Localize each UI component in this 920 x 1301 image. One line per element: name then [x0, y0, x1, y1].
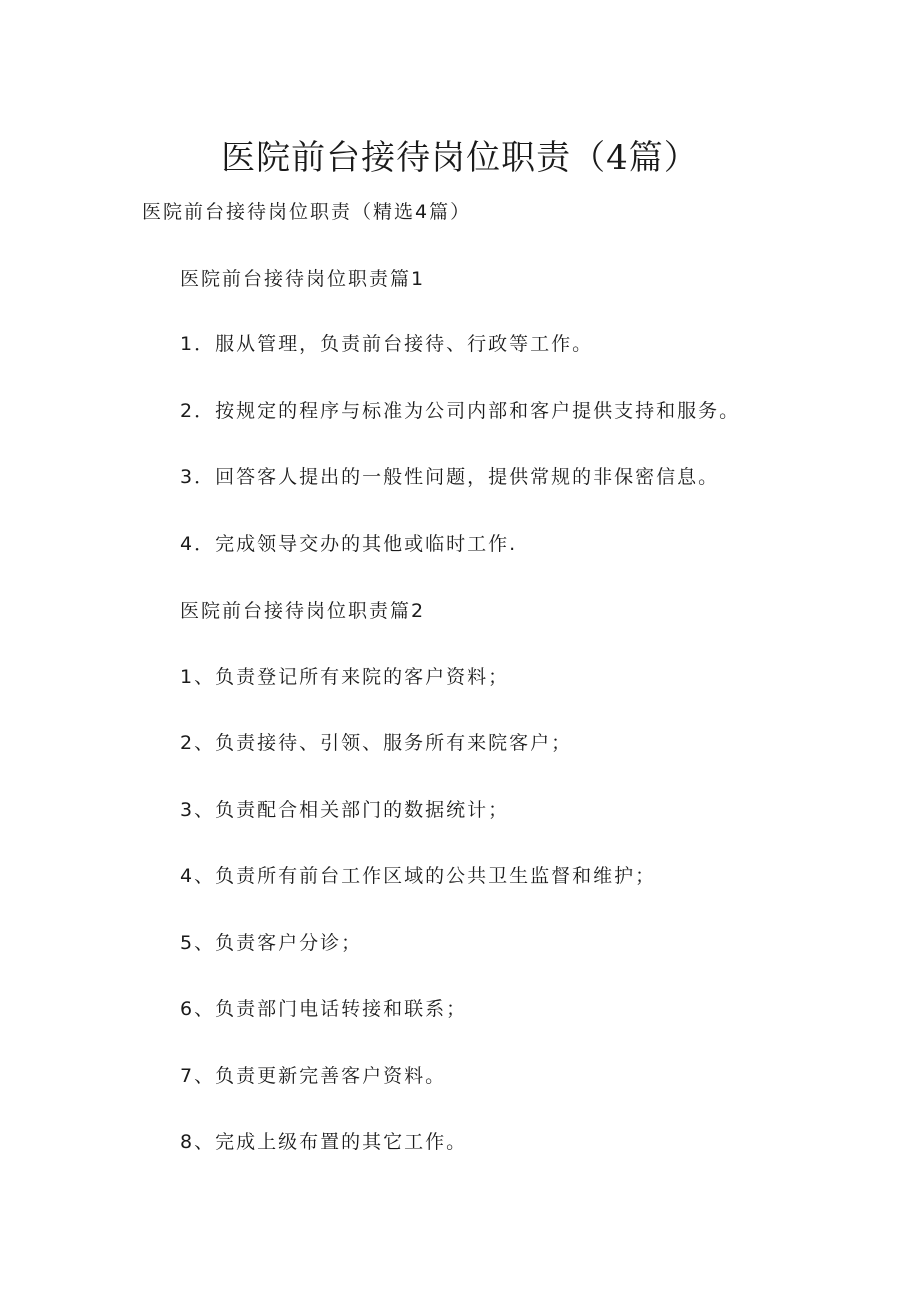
document-title: 医院前台接待岗位职责（4篇）	[221, 138, 699, 178]
section-heading-1: 医院前台接待岗位职责篇1	[180, 268, 426, 290]
list-item: 1、负责登记所有来院的客户资料；	[180, 666, 510, 688]
list-item: 4、负责所有前台工作区域的公共卫生监督和维护；	[180, 865, 657, 887]
list-item: 2、负责接待、引领、服务所有来院客户；	[180, 732, 573, 754]
list-item: 3．回答客人提出的一般性问题，提供常规的非保密信息。	[180, 466, 720, 488]
list-item: 1．服从管理，负责前台接待、行政等工作。	[180, 333, 594, 355]
list-item: 4．完成领导交办的其他或临时工作.	[180, 533, 518, 555]
list-item: 7、负责更新完善客户资料。	[180, 1065, 447, 1087]
list-item: 3、负责配合相关部门的数据统计；	[180, 799, 510, 821]
section-heading-2: 医院前台接待岗位职责篇2	[180, 600, 426, 622]
list-item: 8、完成上级布置的其它工作。	[180, 1131, 468, 1153]
document-subtitle: 医院前台接待岗位职责（精选4篇）	[142, 201, 472, 223]
list-item: 5、负责客户分诊；	[180, 932, 363, 954]
list-item: 2．按规定的程序与标准为公司内部和客户提供支持和服务。	[180, 400, 741, 422]
list-item: 6、负责部门电话转接和联系；	[180, 998, 468, 1020]
